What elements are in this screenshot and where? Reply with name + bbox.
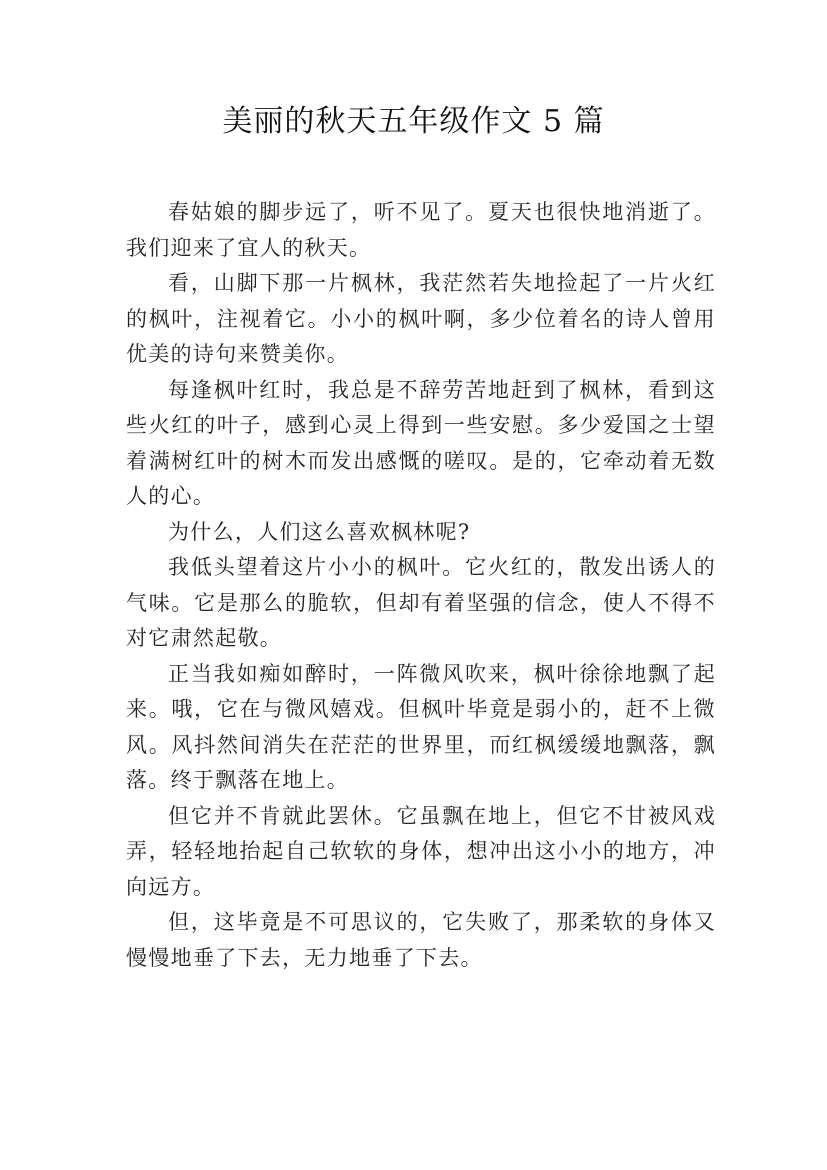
document-body: [126, 195, 716, 976]
paragraph: 我低头望着这片小小的枫叶。它火红的，散发出诱人的气味。它是那么的脆软，但却有着坚强的信念，使人不得不对它肃然起敬。: [126, 555, 716, 650]
paragraph: 但，这毕竟是不可思议的，它失败了，那柔软的身体又慢慢地垂了下去，无力地垂了下去。: [126, 910, 716, 970]
paragraph: 为什么，人们这么喜欢枫林呢?: [168, 519, 471, 544]
paragraph: 正当我如痴如醉时，一阵微风吹来，枫叶徐徐地飘了起来。哦，它在与微风嬉戏。但枫叶毕竟是弱小的，赶不上微风。风抖然间消失在茫茫的世界里，而红枫缓缓地飘落，飘落。终于飘落在地上。: [126, 661, 716, 792]
paragraph: 但它并不肯就此罢休。它虽飘在地上，但它不甘被风戏弄，轻轻地抬起自己软软的身体，想冲出这小小的地方，冲向远方。: [126, 803, 716, 899]
paragraph: 看，山脚下那一片枫林，我茫然若失地捡起了一片火红的枫叶，注视着它。小小的枫叶啊，多少位着名的诗人曾用优美的诗句来赞美你。: [126, 271, 716, 366]
paragraph: 春姑娘的脚步远了，听不见了。夏天也很快地消逝了。我们迎来了宜人的秋天。: [126, 200, 716, 260]
document-title: 美丽的秋天五年级作文 5 篇: [222, 104, 605, 139]
paragraph: 每逢枫叶红时，我总是不辞劳苦地赶到了枫林，看到这些火红的叶子，感到心灵上得到一些安慰。多少爱国之士望着满树红叶的树木而发出感慨的嗟叹。是的，它牵动着无数人的心。: [126, 377, 716, 508]
